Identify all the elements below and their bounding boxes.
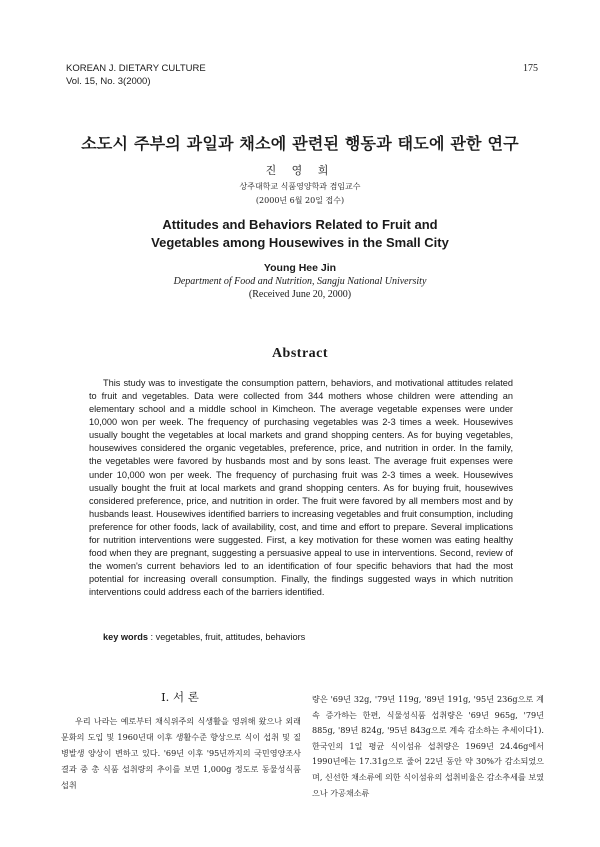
body-text-right-column: 량은 '69년 32g, '79년 119g, '89년 191g, '95년 236g으로 계속 증가하는 한편, 식물성식품 섭취량은 '69년 965g, '79년 885g, '89년 824g, '95년 843g으로 계속 감소하는 추세이다1). 한국인의 1일 평균 식이섬유 섭취량은 1969년 24.46g에서 1990년에는 17.31g으로 줄어 22년 동안 약 30%가 감소되었으며, 신선한 채소류에 의한 식이섬유의 섭취비율은 감소추세를 보였으나 가공채소류 <box>312 694 544 798</box>
english-received-date: (Received June 20, 2000) <box>248 289 352 300</box>
body-text-left-column: 우리 나라는 예로부터 채식위주의 식생활을 영위해 왔으나 외래문화의 도입 및 1960년대 이후 생활수준 향상으로 식이 섭취 및 질병발생 양상이 변하고 있다. '69년 이후 '95년까지의 국민영양조사 결과 중 총 식품 섭취량의 추이를 보면 1,000g 정도로 동물성식품 섭취 <box>61 716 301 790</box>
english-title-line-1: Attitudes and Behaviors Related to Fruit and <box>162 217 438 232</box>
english-title <box>0 216 600 252</box>
keywords-label: key words <box>103 632 148 642</box>
korean-affiliation: 상주대학교 식품영양학과 겸임교수 <box>239 182 361 191</box>
page-number: 175 <box>523 63 538 74</box>
journal-volume: Vol. 15, No. 3(2000) <box>66 75 151 87</box>
korean-received-date: (2000년 6월 20일 접수) <box>255 196 345 205</box>
english-author: Young Hee Jin <box>263 262 337 274</box>
abstract-body: This study was to investigate the consumption pattern, behaviors, and motivational attitudes related to fruit and vegetables. Data were collected from 344 mothers whose children were attending an elementary school and a middle school in Kimcheon. The average vegetable expenses were under 10,000 won per week. The frequency of purchasing vegetables was 2-3 times a week. Housewives usually bought the vegetables at local markets and grand shopping centers. As for buying vegetables, housewives considered the organic vegetables, preference, price, and nutrition in order. In the family, the vegetables were favored by husbands most and by sons least. The average fruit expenses were under 10,000 won per week. The frequency of purchasing fruit was 2-3 times a week. Housewives usually bought the fruit at local markets and grand shopping centers. As for buying fruit, housewives considered preference, price, and nutrition in order. The fruit were favored by all members most and by husbands least. Housewives identified barriers to increasing vegetables and fruit consumption, including preference for other foods, lack of availability, cost, and time and effort to prepare. Several implications for nutrition interventions were suggested. First, a key motivation for these women was eating healthy food when they are pregnant, suggesting a persuasive appeal to use in interventions. Second, review of the women's current behaviors led to an identification of four specific behaviors that had the most potential for increasing overall consumption. Finally, the findings suggested ways in which nutrition interventions could address each of the barriers identified. <box>89 378 513 598</box>
korean-author: 진 영 희 <box>265 164 335 177</box>
keywords-list: : vegetables, fruit, attitudes, behaviors <box>147 632 306 642</box>
abstract-heading: Abstract <box>271 346 329 361</box>
journal-header <box>66 63 206 88</box>
section-heading-introduction: I. 서 론 <box>161 690 199 704</box>
english-affiliation: Department of Food and Nutrition, Sangju National University <box>173 276 427 287</box>
english-title-line-2: Vegetables among Housewives in the Small City <box>151 235 449 250</box>
keywords <box>103 632 305 642</box>
journal-name: KOREAN J. DIETARY CULTURE <box>66 63 206 74</box>
korean-title: 소도시 주부의 과일과 채소에 관련된 행동과 태도에 관한 연구 <box>81 134 519 153</box>
